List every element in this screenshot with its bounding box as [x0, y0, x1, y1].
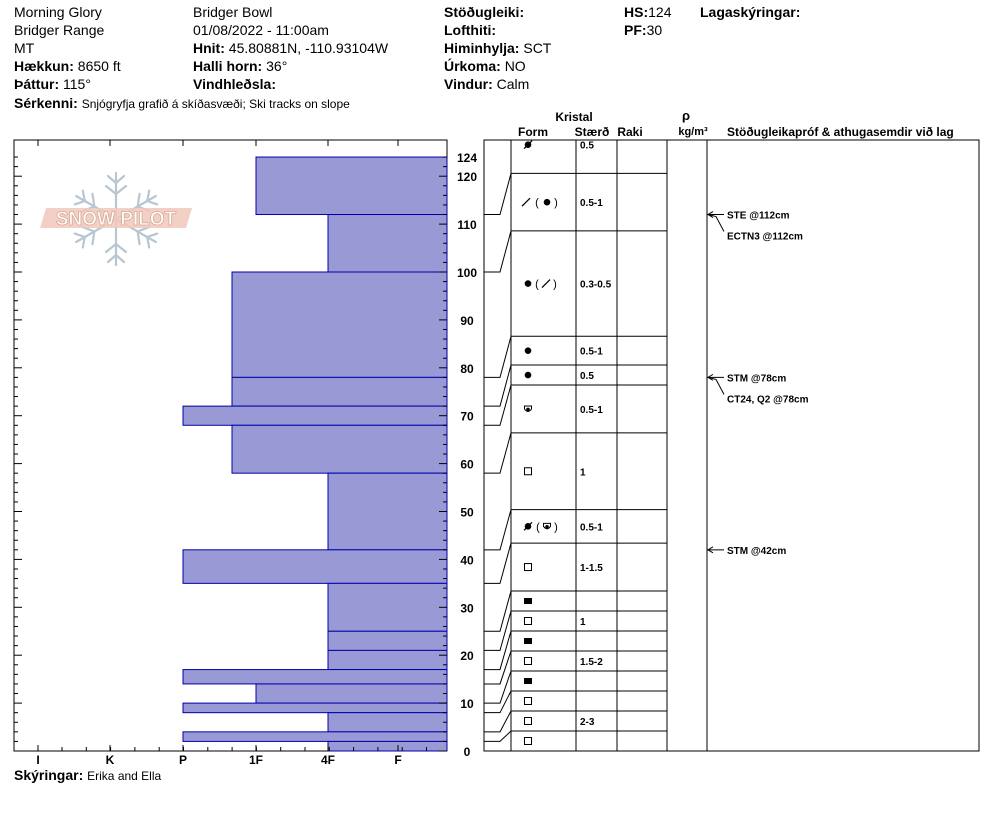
- moisture-header: Raki: [617, 125, 643, 139]
- hardness-bars: [183, 157, 447, 751]
- grain-square: [525, 564, 532, 571]
- sky-label: Himinhylja:: [444, 40, 520, 56]
- row-connector: [484, 231, 511, 272]
- wind-value: Calm: [496, 76, 530, 92]
- features-label: Sérkenni:: [14, 95, 78, 111]
- air-temp-label: Lofthiti:: [444, 22, 497, 38]
- hardness-bar-9: [328, 631, 447, 650]
- crystal-table-header: [518, 108, 954, 139]
- crystal-header: Kristal: [555, 110, 593, 124]
- grain-icon-crust: [524, 678, 532, 684]
- stability-label: Stöðugleiki:: [444, 4, 525, 20]
- row-connector: [484, 691, 511, 713]
- grain-square: [525, 698, 532, 705]
- depth-label-110: 110: [457, 218, 477, 233]
- row-connector: [484, 711, 511, 732]
- rho-header: ρ: [681, 108, 691, 123]
- depth-label-90: 90: [460, 313, 474, 328]
- test-note-0-0: STE @112cm: [727, 210, 790, 222]
- form-header: Form: [518, 125, 548, 139]
- grain-icon-facet: [525, 564, 532, 571]
- row-connector: [484, 173, 511, 214]
- hs-value: 124: [648, 4, 672, 20]
- test-note-1-1: CT24, Q2 @78cm: [727, 394, 809, 406]
- grain-paren: ): [554, 197, 558, 210]
- grain-icon-facet: [525, 468, 532, 475]
- slope-label: Halli horn:: [193, 58, 263, 74]
- grain-slash: [542, 280, 550, 288]
- grain-size-15: 2-3: [580, 717, 595, 728]
- range-name: Bridger Range: [14, 22, 105, 38]
- grain-icon-facet-rounded: [522, 197, 558, 209]
- grain-icon-round: [525, 372, 532, 379]
- grain-square: [525, 718, 532, 725]
- depth-label-40: 40: [460, 553, 474, 568]
- tests-header: Stöðugleikapróf & athugasemdir við lag: [727, 125, 954, 139]
- row-connector: [484, 433, 511, 473]
- grain-size-7: 0.5-1: [580, 522, 603, 534]
- depth-label-60: 60: [460, 457, 474, 472]
- grain-square: [525, 738, 532, 745]
- wind-loading-label: Vindhleðsla:: [193, 76, 276, 92]
- grain-icon-depth-hoar-rounding: [525, 406, 532, 412]
- test-note-0-1: ECTN3 @112cm: [727, 231, 803, 243]
- elevation-label: Hækkun:: [14, 58, 74, 74]
- hardness-label-F: F: [394, 753, 402, 767]
- size-header: Stærð: [574, 125, 610, 139]
- hardness-bar-3: [232, 377, 447, 406]
- grain-size-2: 0.3-0.5: [580, 279, 612, 291]
- grain-icon-facet: [525, 718, 532, 725]
- hardness-bar-13: [183, 703, 447, 713]
- grain-crust-bar: [524, 598, 532, 604]
- depth-label-50: 50: [460, 505, 474, 520]
- test-arrow-line: [708, 377, 724, 394]
- coords-value: 45.80881N, -110.93104W: [228, 40, 389, 56]
- pf-value: 30: [646, 22, 663, 38]
- hardness-bar-11: [183, 670, 447, 684]
- row-connector: [484, 651, 511, 684]
- aspect-label: Þáttur:: [14, 76, 60, 92]
- features-value: Snjógryfja grafið á skíðasvæði; Ski tracks on slope: [81, 97, 350, 111]
- sky-value: SCT: [523, 40, 552, 56]
- obs-datetime: 01/08/2022 - 11:00am: [193, 22, 329, 38]
- depth-label-100: 100: [456, 266, 478, 280]
- grain-crust-bar: [524, 638, 532, 644]
- grain-icon-decomposing: [524, 141, 532, 149]
- notes-label: Skýringar:: [14, 767, 84, 783]
- hardness-bar-14: [328, 713, 447, 732]
- depth-label-124: 124: [456, 151, 478, 166]
- grain-size-5: 0.5-1: [580, 404, 603, 416]
- grain-icon-round: [525, 347, 532, 354]
- test-arrow-line: [708, 215, 724, 232]
- depth-label-30: 30: [460, 601, 474, 616]
- hardness-label-4F: 4F: [320, 753, 336, 767]
- hardness-bar-8: [328, 583, 447, 631]
- grain-paren: ): [553, 278, 557, 291]
- hardness-bar-0: [256, 157, 447, 214]
- grain-crust-bar: [524, 678, 532, 684]
- row-connector: [484, 543, 511, 583]
- row-connector: [484, 336, 511, 377]
- precip-label: Úrkoma:: [444, 58, 501, 74]
- hardness-label-P: P: [178, 753, 188, 767]
- grain-paren: ): [554, 521, 558, 534]
- row-connector: [484, 510, 511, 550]
- coords-label: Hnit:: [193, 40, 225, 56]
- grain-cup-dot: [526, 408, 530, 412]
- hardness-bar-6: [328, 473, 447, 550]
- hardness-bar-4: [183, 406, 447, 425]
- hardness-bar-15: [183, 732, 447, 742]
- grain-icon-decomposing-depth-hoar: [524, 521, 558, 533]
- grain-size-12: 1.5-2: [580, 657, 603, 668]
- grain-size-1: 0.5-1: [580, 198, 603, 210]
- snowpilot-logo: [40, 173, 192, 265]
- location-name: Morning Glory: [14, 4, 102, 20]
- aspect-value: 115°: [63, 76, 91, 92]
- depth-label-10: 10: [460, 697, 474, 712]
- pf-label: PF:: [624, 22, 647, 38]
- test-note-2-0: STM @42cm: [727, 545, 787, 557]
- hs-label: HS:: [624, 4, 649, 20]
- depth-label-20: 20: [460, 649, 474, 664]
- elevation-value: 8650 ft: [77, 58, 121, 74]
- grain-paren: (: [535, 278, 539, 291]
- row-connector: [484, 731, 511, 741]
- grain-icon-facet: [525, 658, 532, 665]
- hardness-bar-10: [328, 650, 447, 669]
- state-name: MT: [14, 40, 35, 56]
- density-unit-header: kg/m³: [678, 126, 708, 138]
- grain-square: [525, 618, 532, 625]
- grain-size-4: 0.5: [580, 371, 594, 383]
- depth-label-120: 120: [456, 170, 478, 185]
- grain-icon-facet: [525, 738, 532, 745]
- grain-icon-crust: [524, 638, 532, 644]
- hardness-bar-1: [328, 215, 447, 272]
- notes-value: Erika and Ella: [87, 769, 162, 783]
- grain-size-10: 1: [580, 617, 586, 628]
- grain-paren: (: [535, 197, 539, 210]
- grain-dot: [525, 372, 532, 379]
- hardness-bar-16: [328, 741, 447, 751]
- grain-icon-round-facet: [525, 279, 557, 291]
- hardness-bar-5: [232, 425, 447, 473]
- depth-label-80: 80: [460, 361, 474, 376]
- slope-value: 36°: [266, 58, 288, 74]
- hardness-label-1F: 1F: [248, 753, 264, 767]
- row-connector: [484, 385, 511, 425]
- logo-text: SNOW PILOT: [55, 209, 177, 230]
- depth-label-70: 70: [460, 409, 474, 424]
- grain-dot: [525, 280, 532, 287]
- grain-square: [525, 658, 532, 665]
- grain-slash: [522, 198, 530, 206]
- precip-value: NO: [504, 58, 526, 74]
- hardness-label-I: I: [36, 753, 40, 767]
- stability-test-notes: [707, 211, 809, 557]
- grain-icon-crust: [524, 598, 532, 604]
- grain-dot: [544, 199, 551, 206]
- grain-icon-facet: [525, 618, 532, 625]
- layer-notes-label: Lagaskýringar:: [700, 4, 801, 20]
- grain-size-3: 0.5-1: [580, 346, 603, 358]
- grain-icon-facet: [525, 698, 532, 705]
- grain-paren: (: [536, 521, 540, 534]
- depth-label-0: 0: [463, 745, 471, 759]
- grain-square: [525, 468, 532, 475]
- hardness-label-K: K: [105, 753, 115, 767]
- hardness-bar-12: [256, 684, 447, 703]
- hardness-bar-7: [183, 550, 447, 584]
- test-note-1-0: STM @78cm: [727, 373, 787, 385]
- wind-label: Vindur:: [444, 76, 493, 92]
- area-name: Bridger Bowl: [193, 4, 273, 20]
- grain-size-0: 0.5: [580, 140, 594, 152]
- grain-dot: [525, 347, 532, 354]
- hardness-bar-2: [232, 272, 447, 377]
- grain-size-6: 1: [580, 467, 586, 479]
- grain-size-8: 1-1.5: [580, 563, 603, 575]
- grain-cup-dot: [545, 525, 549, 529]
